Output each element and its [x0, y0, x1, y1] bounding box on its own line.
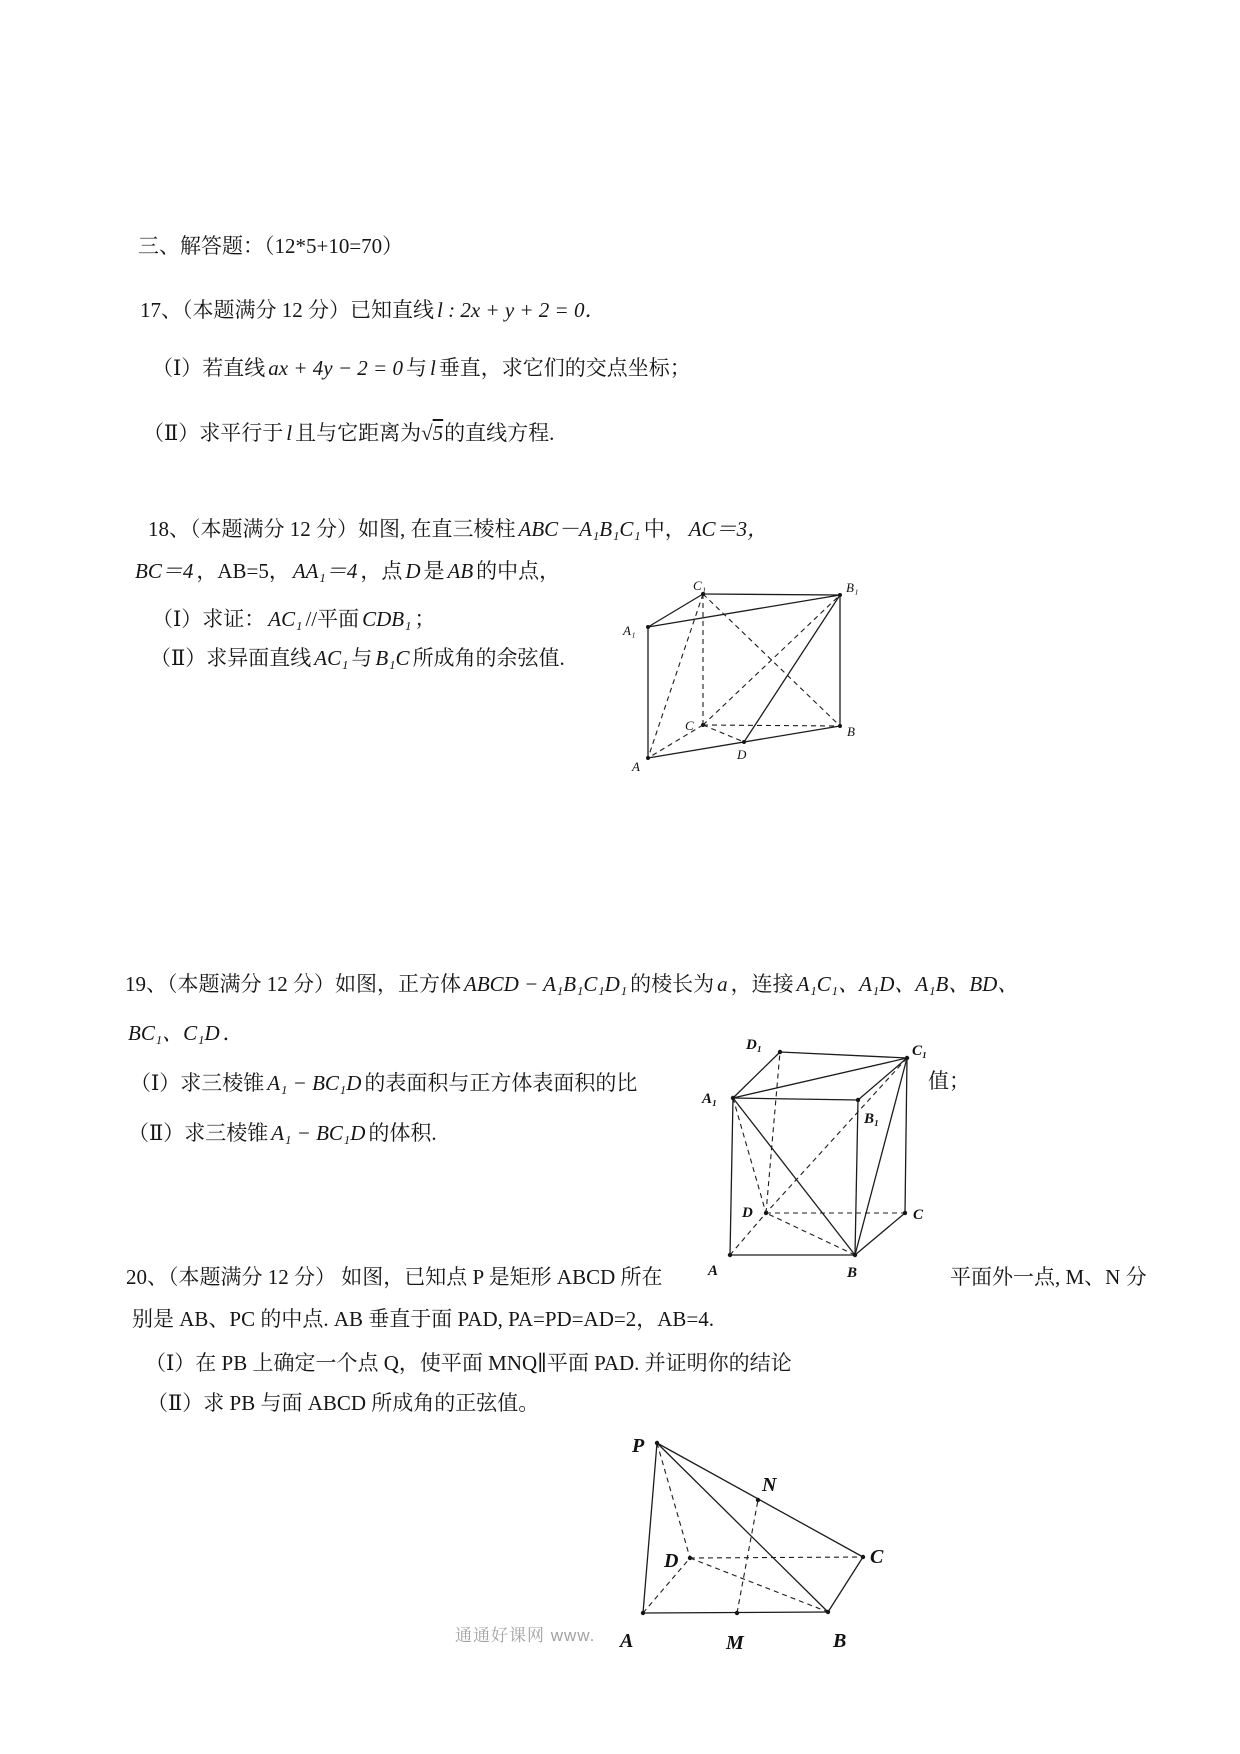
vertex-label-c: C [913, 1207, 924, 1223]
vertex-label-b: B [847, 1265, 858, 1281]
cube-figure [680, 1035, 940, 1285]
q20-part-2 [147, 1390, 539, 1417]
vertex-label-c: C [685, 718, 694, 733]
q19-part1-tail-text: 值； [928, 1069, 970, 1093]
prism-dashed-edges [648, 594, 840, 758]
prism-figure [615, 578, 875, 778]
q17-line-equation: l : 2x + y + 2 = 0． [437, 298, 606, 322]
vertex-label-b1: B₁ [846, 580, 859, 595]
q18-line-2 [132, 558, 560, 585]
q19-stem-text: 19、（本题满分 12 分）如图，正方体 [125, 972, 461, 996]
vertex-label-c1: C₁ [693, 578, 707, 593]
prism-vertex-dots [646, 592, 842, 760]
q18-text: ，点 [360, 559, 403, 583]
q17-part-1 [152, 355, 691, 382]
q18-var-ab: AB [447, 559, 474, 583]
vertex-label-b: B [847, 724, 855, 739]
vertex-label-a: A [620, 1630, 634, 1650]
radicand: 5 [432, 421, 444, 445]
pyramid-figure [600, 1425, 900, 1650]
q20-line-1 [126, 1264, 663, 1291]
q19-segments-list: A₁C₁、A₁D、A₁B、BD、 [796, 972, 1019, 996]
section-header [138, 233, 403, 260]
q18-part-2 [150, 645, 565, 672]
q19-segments-list2: BC₁、C₁D [128, 1021, 220, 1045]
q17-part2-text: （Ⅱ）求平行于 [143, 421, 284, 445]
q18-stem-text2: 中， [643, 517, 686, 541]
q19-stem-text2: 的棱长为 [630, 972, 715, 996]
q17-line-1 [140, 297, 608, 324]
q18-part2-b1c: B₁C [375, 646, 410, 670]
pyramid-vertex-dots [641, 1441, 865, 1615]
vertex-label-c1: C₁ [912, 1043, 928, 1059]
cube-dashed-edges [730, 1052, 907, 1255]
q18-part1-text2: //平面 [305, 607, 360, 631]
watermark-text: 通通好课网 www. [455, 1626, 596, 1645]
q18-ac-value: AC＝3， [688, 517, 769, 541]
q17-part2-text2: 且与它距离为 [295, 421, 422, 445]
q18-part1-text: （Ⅰ）求证： [152, 607, 266, 631]
q20-part1-text: （Ⅰ）在 PB 上确定一个点 Q，使平面 MNQ∥平面 PAD. 并证明你的结论 [145, 1351, 792, 1375]
q19-part2-text: （Ⅱ）求三棱锥 [128, 1121, 269, 1145]
q17-part2-var-l: l [286, 421, 293, 445]
q20-line-1-tail [950, 1264, 1147, 1291]
q18-stem-text: 18、（本题满分 12 分）如图, 在直三棱柱 [148, 517, 516, 541]
q19-part2-text2: 的体积. [368, 1121, 437, 1145]
q17-part1-equation: ax + 4y − 2 = 0 [268, 356, 403, 380]
q18-var-d: D [405, 559, 421, 583]
q18-part2-text3: 所成角的余弦值. [412, 646, 565, 670]
q19-line-1 [125, 971, 1021, 998]
q18-part2-text2: 与 [351, 646, 373, 670]
q18-prism-name: ABC－A₁B₁C₁ [518, 517, 641, 541]
q20-line-2 [132, 1306, 714, 1333]
pyramid-dashed-edges [643, 1443, 863, 1613]
q19-part1-text2: 的表面积与正方体表面积的比 [364, 1071, 638, 1095]
q19-var-a: a [717, 972, 728, 996]
watermark [455, 1621, 595, 1646]
q19-period: ． [222, 1021, 244, 1045]
q20-part-1 [145, 1350, 792, 1377]
q18-aa1-value: AA₁＝4 [292, 559, 358, 583]
q18-part2-ac1: AC₁ [314, 646, 349, 670]
q17-part1-text2: 与 [405, 356, 427, 380]
q19-line-2 [125, 1020, 244, 1047]
vertex-label-d: D [737, 747, 747, 762]
q18-part1-text3: ； [414, 607, 436, 631]
q17-part1-text: （Ⅰ）若直线 [152, 356, 266, 380]
q19-tetra-name: A₁ − BC₁D [267, 1071, 362, 1095]
q17-part2-text3: 的直线方程. [444, 421, 555, 445]
vertex-label-c: C [870, 1546, 884, 1568]
vertex-label-b: B [833, 1630, 847, 1650]
q18-part-1 [152, 606, 435, 633]
prism-solid-edges [648, 594, 840, 758]
vertex-label-d: D [742, 1205, 753, 1221]
q20-stem-text: 20、（本题满分 12 分） 如图，已知点 P 是矩形 ABCD 所在 [126, 1265, 663, 1289]
vertex-label-p: P [632, 1435, 645, 1457]
q20-stem-tail-text: 平面外一点, M、N 分 [950, 1265, 1147, 1289]
q18-part2-text: （Ⅱ）求异面直线 [150, 646, 312, 670]
q19-stem-text3: ，连接 [730, 972, 794, 996]
vertex-label-m: M [726, 1632, 744, 1650]
vertex-label-a: A [708, 1263, 719, 1279]
q18-line-1 [148, 516, 771, 543]
q19-part1-text: （Ⅰ）求三棱锥 [130, 1071, 265, 1095]
q19-tetra-name2: A₁ − BC₁D [271, 1121, 366, 1145]
q17-part-2 [143, 420, 554, 447]
vertex-label-d: D [664, 1550, 679, 1572]
section-header-text: 三、解答题：（12*5+10=70） [138, 234, 404, 258]
q17-part1-var-l: l [429, 356, 436, 380]
vertex-label-n: N [762, 1474, 777, 1496]
radical-sign: √ [421, 421, 433, 445]
q18-part1-ac1: AC₁ [268, 607, 303, 631]
q18-ab-value: ，AB=5， [196, 559, 290, 583]
vertex-label-a1: A₁ [702, 1091, 718, 1107]
vertex-label-b1: B₁ [864, 1111, 880, 1127]
q19-cube-name: ABCD − A₁B₁C₁D₁ [464, 972, 628, 996]
q18-text3: 的中点， [476, 559, 561, 583]
q20-part2-text: （Ⅱ）求 PB 与面 ABCD 所成角的正弦值。 [147, 1391, 540, 1415]
q17-part1-text3: 垂直，求它们的交点坐标； [438, 356, 691, 380]
q17-stem-text: 17、（本题满分 12 分）已知直线 [140, 298, 434, 322]
vertex-label-a: A [632, 759, 640, 774]
vertex-label-a1: A₁ [623, 623, 636, 638]
pyramid-solid-edges [643, 1443, 863, 1613]
q19-part-1 [130, 1070, 637, 1097]
q18-part1-cdb1: CDB₁ [362, 607, 412, 631]
q18-bc-value: BC＝4 [135, 559, 194, 583]
q19-part-2 [128, 1120, 437, 1147]
q20-stem-text2: 别是 AB、PC 的中点. AB 垂直于面 PAD, PA=PD=AD=2，AB=4. [132, 1307, 715, 1331]
q18-text2: 是 [423, 559, 445, 583]
vertex-label-d1: D₁ [746, 1037, 763, 1053]
